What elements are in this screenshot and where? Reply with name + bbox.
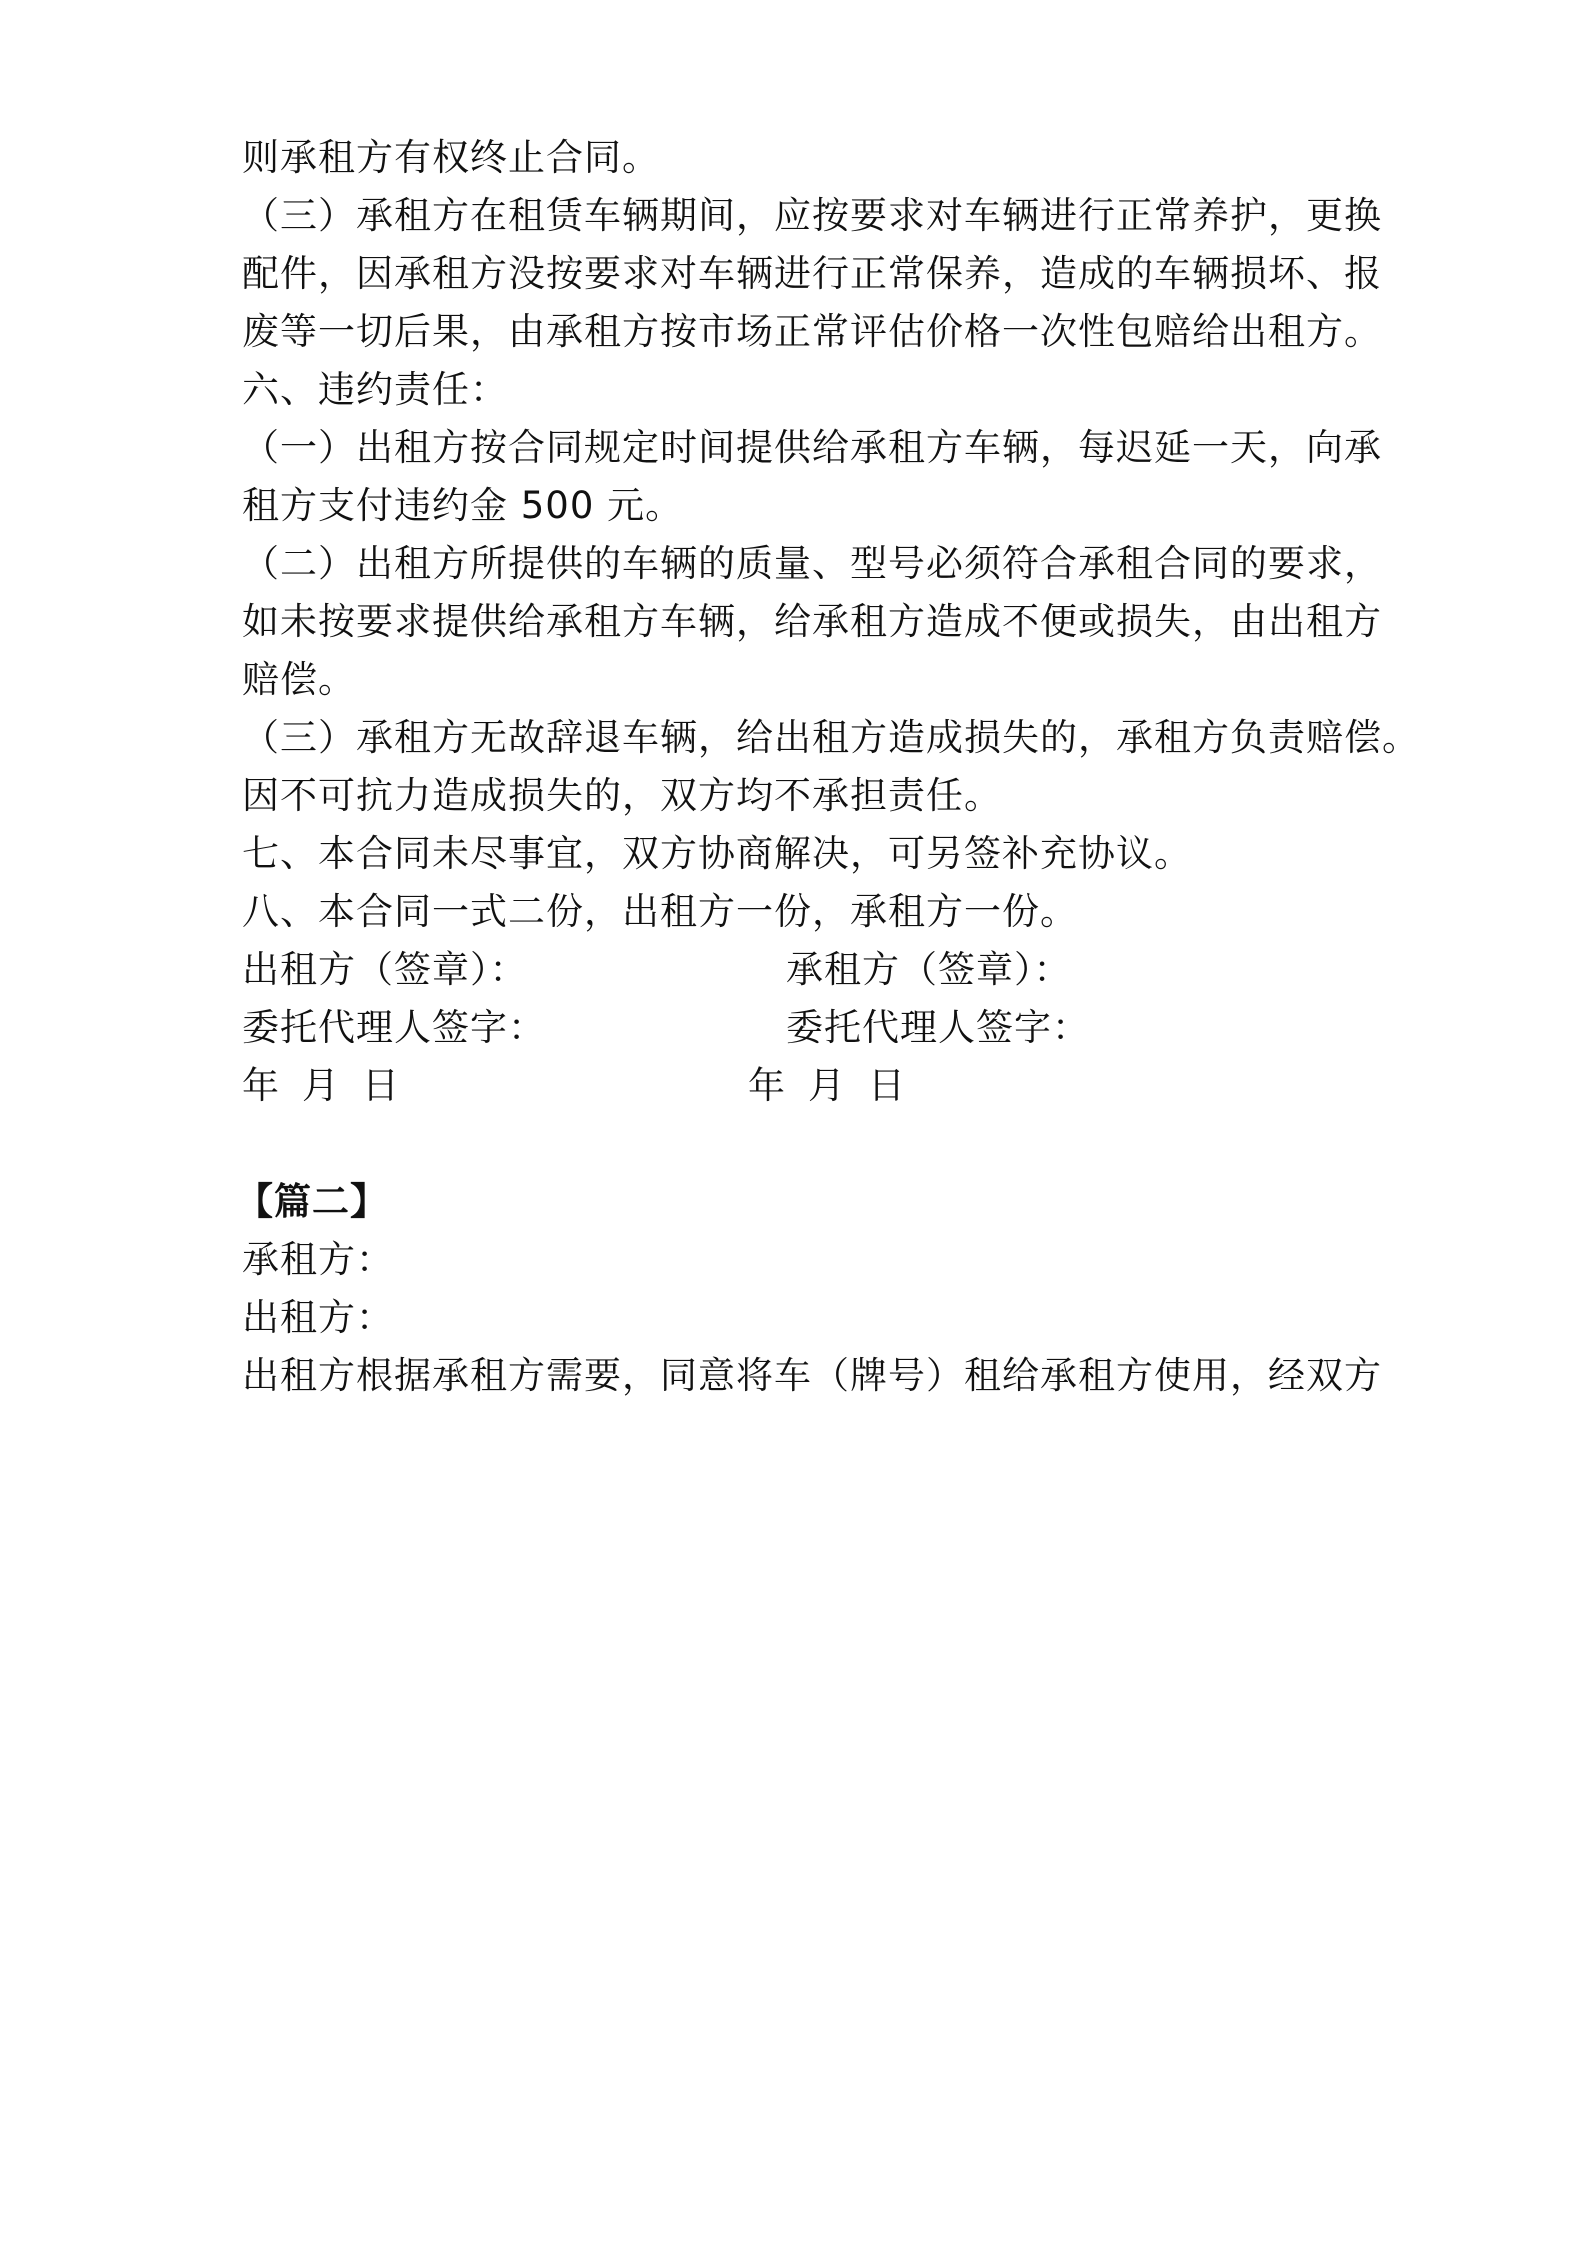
text-line: （二）出租方所提供的车辆的质量、型号必须符合承租合同的要求， (242, 542, 1382, 585)
text-line: 因不可抗力造成损失的，双方均不承担责任。 (242, 774, 1002, 817)
lessor-date (242, 1062, 422, 1110)
date-year: 年 (748, 1064, 786, 1107)
text-line: 七、本合同未尽事宜，双方协商解决，可另签补充协议。 (242, 832, 1192, 875)
date-month: 月 (302, 1064, 340, 1107)
lessee-label: 承租方： (242, 1238, 394, 1281)
text-line: 配件，因承租方没按要求对车辆进行正常保养，造成的车辆损坏、报 (242, 252, 1382, 295)
date-day: 日 (868, 1064, 906, 1107)
lessee-agent-label: 委托代理人签字： (786, 1006, 1090, 1049)
part-two-heading: 【篇二】 (236, 1180, 388, 1223)
date-month: 月 (808, 1064, 846, 1107)
text-line: 租方支付违约金 500 元。 (242, 484, 684, 527)
text-line: 八、本合同一式二份，出租方一份，承租方一份。 (242, 890, 1078, 933)
lessee-date (748, 1062, 928, 1110)
date-day: 日 (362, 1064, 400, 1107)
text-line: 出租方根据承租方需要，同意将车（牌号）租给承租方使用，经双方 (242, 1354, 1382, 1397)
lessor-seal-label: 出租方（签章）： (242, 948, 528, 991)
date-year: 年 (242, 1064, 280, 1107)
text-line: 赔偿。 (242, 658, 356, 701)
text-line: （三）承租方无故辞退车辆，给出租方造成损失的，承租方负责赔偿。 (242, 716, 1420, 759)
lessor-label: 出租方： (242, 1296, 394, 1339)
section-heading-breach: 六、违约责任： (242, 368, 508, 411)
text-line: 废等一切后果，由承租方按市场正常评估价格一次性包赔给出租方。 (242, 310, 1382, 353)
text-line: （三）承租方在租赁车辆期间，应按要求对车辆进行正常养护，更换 (242, 194, 1382, 237)
lessor-agent-label: 委托代理人签字： (242, 1006, 546, 1049)
text-line: （一）出租方按合同规定时间提供给承租方车辆，每迟延一天，向承 (242, 426, 1382, 469)
text-line: 如未按要求提供给承租方车辆，给承租方造成不便或损失，由出租方 (242, 600, 1382, 643)
text-line: 则承租方有权终止合同。 (242, 136, 660, 179)
lessee-seal-label: 承租方（签章）： (786, 948, 1072, 991)
